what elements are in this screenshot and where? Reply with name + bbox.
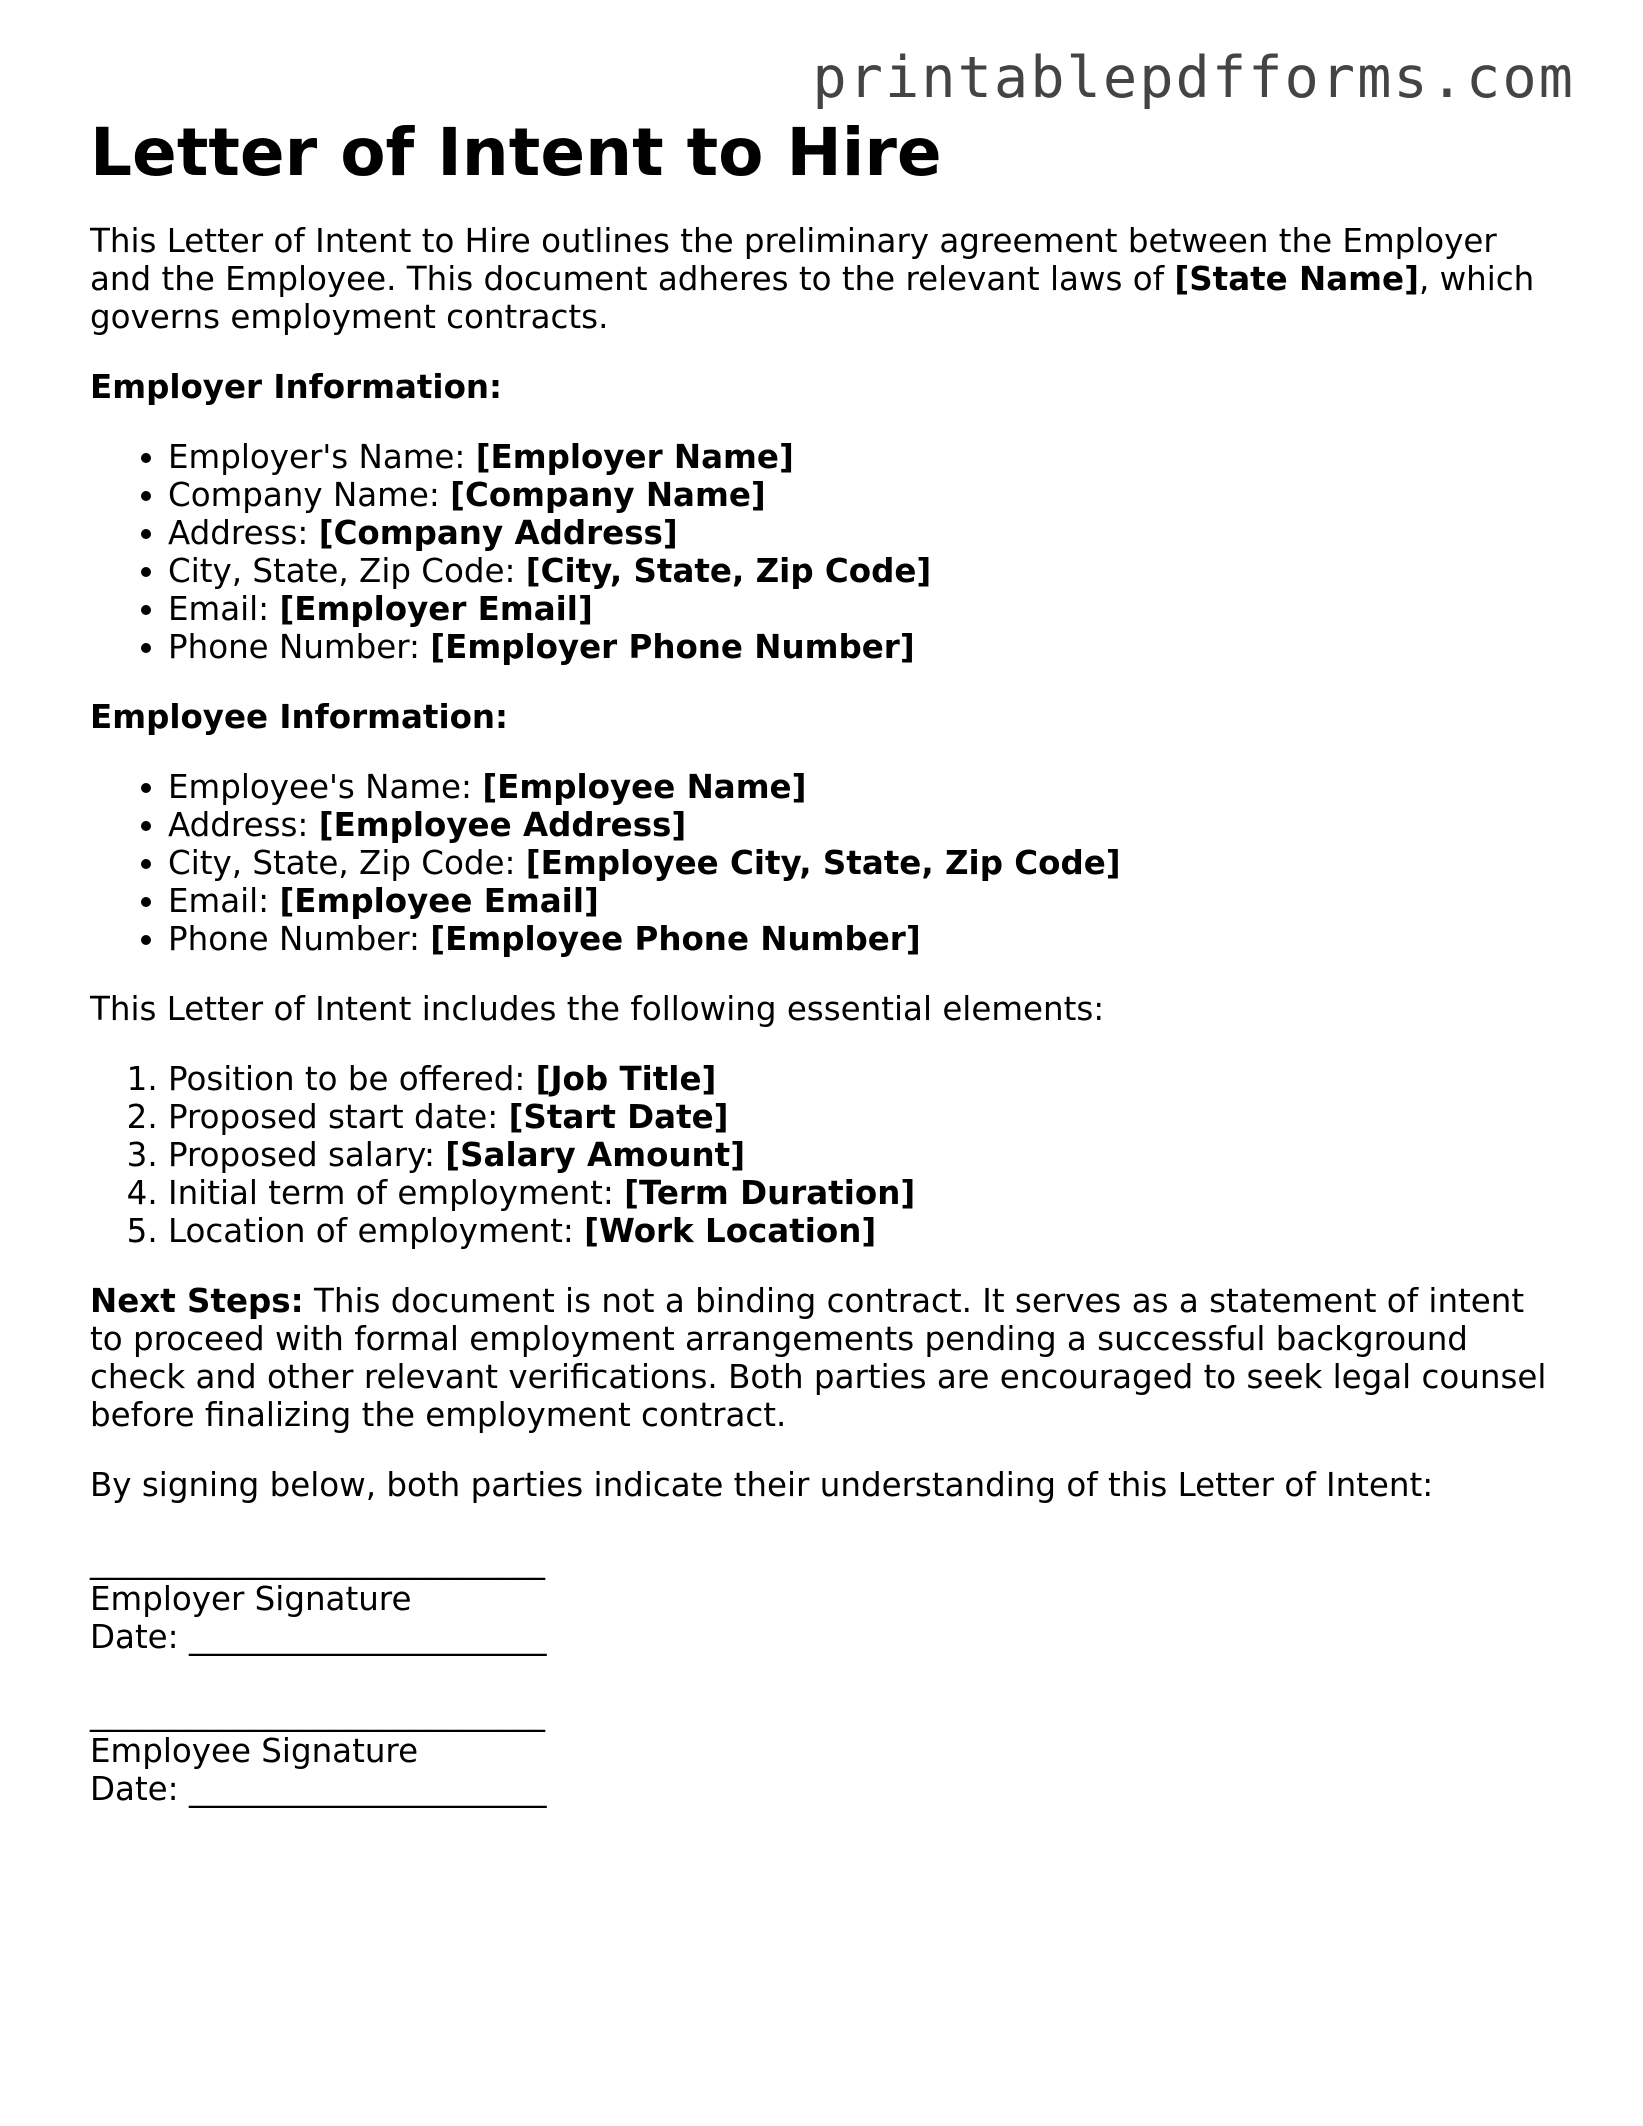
item-label: Company Name: [168,476,451,514]
employee-date-field[interactable]: Date: ______________________ [90,1770,547,1808]
signing-intro: By signing below, both parties indicate their understanding of this Letter of Intent: [90,1466,1434,1504]
list-item [168,1098,1550,1136]
item-value: [Employee Email] [279,882,599,920]
item-label: Proposed start date: [168,1098,509,1136]
next-steps-label: Next Steps: [90,1282,304,1320]
employer-signature-block [90,1542,1550,1656]
item-label: Email: [168,882,280,920]
item-label: Location of employment: [168,1212,585,1250]
item-label: Address: [168,806,319,844]
item-value: [Term Duration] [624,1174,916,1212]
page-title: Letter of Intent to Hire [90,114,942,191]
elements-list [90,1060,1550,1250]
next-steps-text: This document is not a binding contract. It serves as a statement of intent to proceed with formal employment arrangements pending a successful background check and other relevant verifications. Both parties are encouraged to seek legal counsel before finalizing the employment contract. [90,1282,1547,1434]
list-item [168,590,1550,628]
item-label: Employer's Name: [168,438,476,476]
intro-paragraph [90,222,1550,336]
item-value: [City, State, Zip Code] [525,552,932,590]
item-value: [Work Location] [584,1212,877,1250]
employer-signature-label: Employer Signature [90,1580,412,1618]
item-label: Phone Number: [168,920,431,958]
item-value: [Employee Address] [318,806,687,844]
intro-text-before: This Letter of Intent to Hire outlines the preliminary agreement between the Employer and the Employee. This document adheres to the relevant laws of [90,222,1497,298]
item-label: City, State, Zip Code: [168,552,526,590]
item-value: [Employer Email] [279,590,593,628]
employee-list [90,768,1550,958]
list-item [168,552,1550,590]
item-label: Position to be offered: [168,1060,536,1098]
employer-heading: Employer Information: [90,368,503,406]
list-item [168,1136,1550,1174]
item-label: Employee's Name: [168,768,483,806]
watermark: printablepdfforms.com [812,45,1575,111]
item-value: [Employee Name] [482,768,807,806]
state-placeholder: [State Name] [1174,260,1419,298]
list-item [168,628,1550,666]
item-value: [Employer Name] [475,438,794,476]
list-item [168,438,1550,476]
list-item [168,768,1550,806]
item-label: Initial term of employment: [168,1174,625,1212]
list-item [168,920,1550,958]
item-label: City, State, Zip Code: [168,844,526,882]
item-label: Email: [168,590,280,628]
item-value: [Salary Amount] [445,1136,746,1174]
item-value: [Employee City, State, Zip Code] [525,844,1121,882]
document-page [90,112,1550,1808]
employer-date-field[interactable]: Date: ______________________ [90,1618,547,1656]
employee-signature-block [90,1694,1550,1808]
employer-signature-line[interactable]: ____________________________ [90,1542,545,1580]
item-value: [Company Name] [450,476,766,514]
item-label: Proposed salary: [168,1136,446,1174]
list-item [168,476,1550,514]
item-value: [Company Address] [318,514,678,552]
employee-signature-label: Employee Signature [90,1732,419,1770]
next-steps-paragraph [90,1282,1550,1434]
employee-signature-line[interactable]: ____________________________ [90,1694,545,1732]
list-item [168,1174,1550,1212]
list-item [168,1060,1550,1098]
item-value: [Job Title] [535,1060,717,1098]
item-value: [Employee Phone Number] [430,920,921,958]
list-item [168,806,1550,844]
item-value: [Start Date] [508,1098,729,1136]
item-label: Address: [168,514,319,552]
list-item [168,514,1550,552]
employee-heading: Employee Information: [90,698,509,736]
item-value: [Employer Phone Number] [430,628,915,666]
elements-intro: This Letter of Intent includes the following essential elements: [90,990,1105,1028]
list-item [168,844,1550,882]
list-item [168,882,1550,920]
intro-text-after: , which governs employment contracts. [90,260,1535,336]
employer-list [90,438,1550,666]
list-item [168,1212,1550,1250]
item-label: Phone Number: [168,628,431,666]
